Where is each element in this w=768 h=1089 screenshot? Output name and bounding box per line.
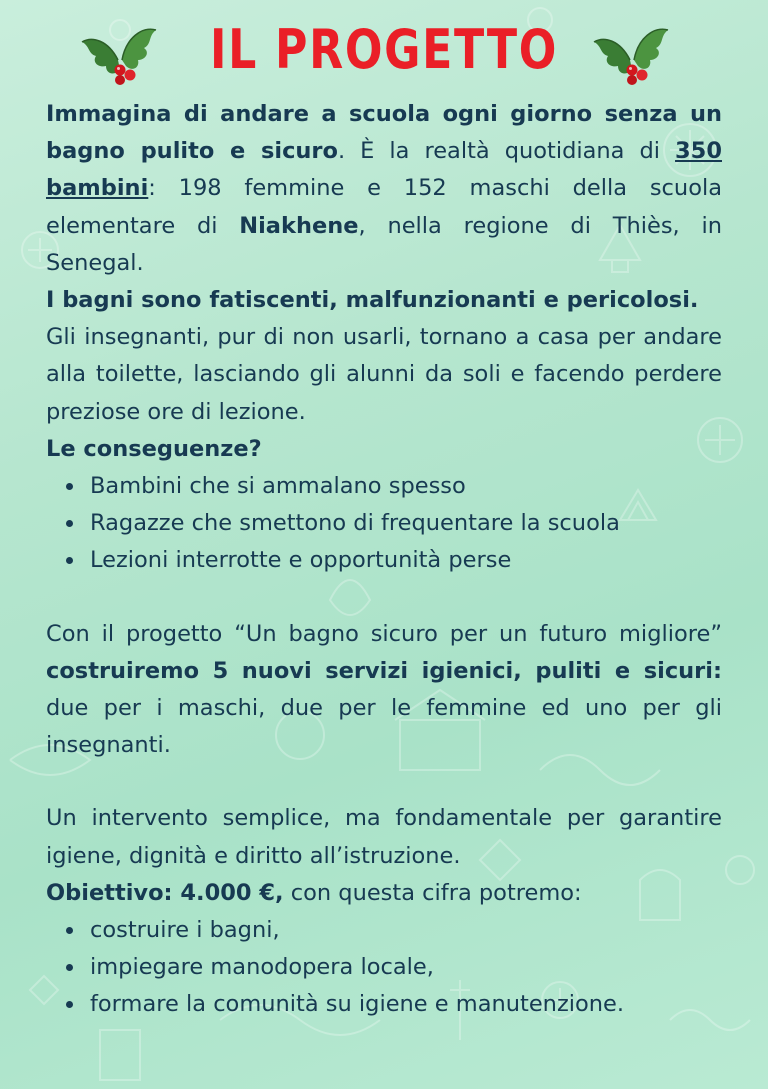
holly-icon [590, 18, 678, 88]
consequences-heading: Le conseguenze? [46, 435, 262, 462]
main-content [46, 96, 722, 1024]
intro-paragraph: Immagina di andare a scuola ogni giorno senza un bagno pulito e sicuro. È la realtà quotidiana di 350 bambini: 198 femmine e 152 maschi della scuola elementare di Niakhene, nella regione di Thiès, in Senegal. [46, 101, 722, 276]
header [0, 12, 768, 92]
list-item: formare la comunità su igiene e manutenzione. [66, 986, 722, 1023]
project-paragraph: Con il progetto “Un bagno sicuro per un futuro migliore” costruiremo 5 nuovi servizi igienici, puliti e sicuri: due per i maschi, due per le femmine ed uno per gli insegnanti. [46, 620, 722, 759]
project-highlight: costruiremo 5 nuovi servizi igienici, puliti e sicuri: [46, 657, 722, 684]
intro-lead: Immagina di andare a scuola ogni giorno senza un bagno pulito e sicuro [46, 101, 722, 165]
children-count: 350 bambini [46, 138, 722, 202]
problem-paragraph: Gli insegnanti, pur di non usarli, tornano a casa per andare alla toilette, lasciando gli alunni da soli e facendo perdere preziose ore di lezione. [46, 324, 722, 425]
list-item: Bambini che si ammalano spesso [66, 468, 722, 505]
list-item: impiegare manodopera locale, [66, 949, 722, 986]
page-title: IL PROGETTO [209, 18, 558, 81]
list-item: Ragazze che smettono di frequentare la scuola [66, 505, 722, 542]
consequences-list [46, 468, 722, 580]
problem-heading: I bagni sono fatiscenti, malfunzionanti e pericolosi. [46, 287, 699, 314]
village-name: Niakhene [239, 212, 359, 239]
actions-list [46, 912, 722, 1024]
list-item: costruire i bagni, [66, 912, 722, 949]
objective-line: Obiettivo: 4.000 €, con questa cifra potremo: [46, 879, 582, 906]
list-item: Lezioni interrotte e opportunità perse [66, 542, 722, 579]
objective-label: Obiettivo: 4.000 €, [46, 879, 284, 906]
intervention-paragraph: Un intervento semplice, ma fondamentale per garantire igiene, dignità e diritto all’istruzione. [46, 805, 722, 869]
